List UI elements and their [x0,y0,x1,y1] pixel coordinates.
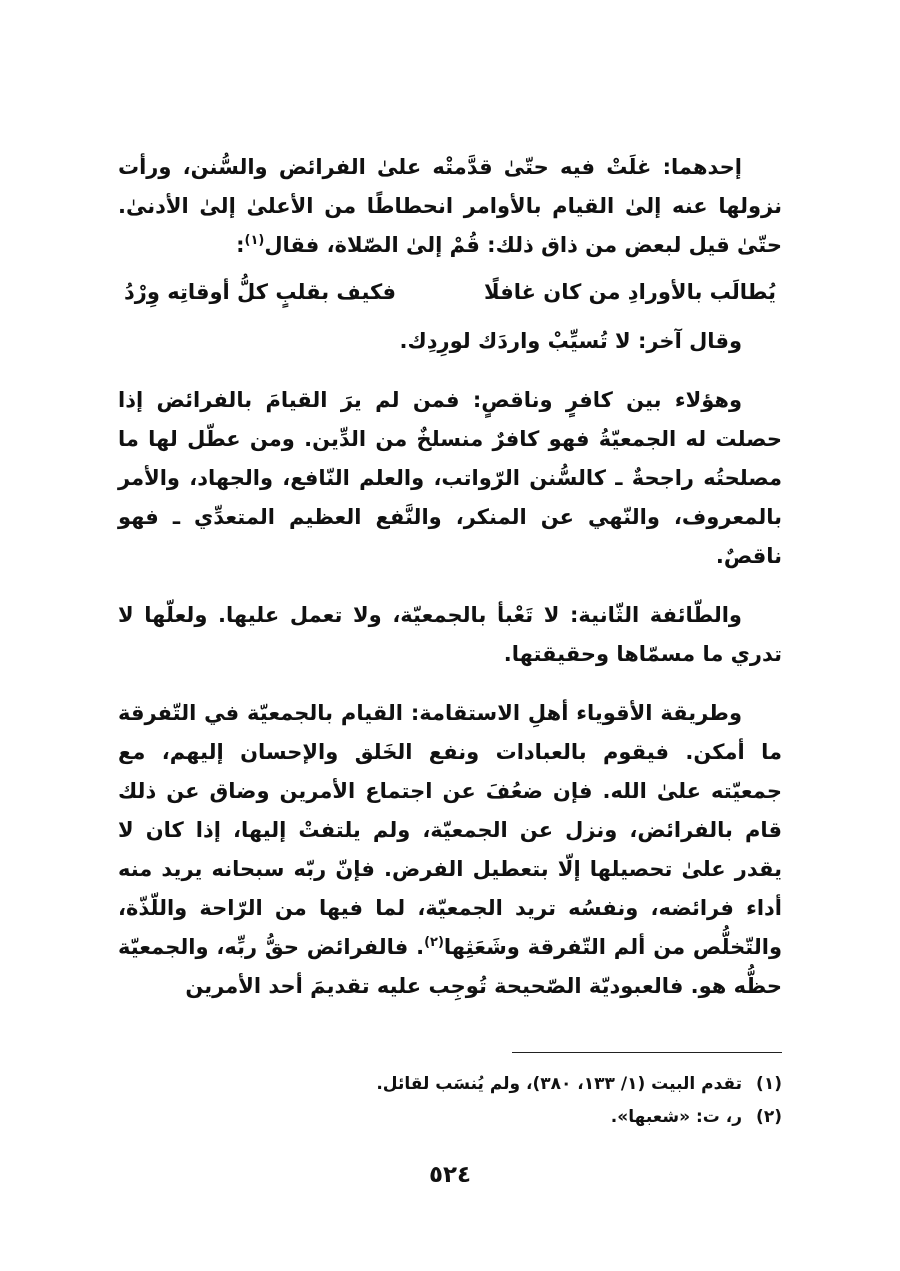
poem-first-hemistich: يُطالَب بالأورادِ من كان غافلًا [484,280,776,304]
paragraph-1-end: : [236,233,245,257]
footnote-1-text: تقدم البيت (١/ ١٣٣، ٣٨٠)، ولم يُنسَب لقائل. [376,1074,743,1094]
paragraph-5 [118,694,782,1006]
paragraph-5-text-a: وطريقة الأقوياء أهلِ الاستقامة: القيام بالجمعيّة في التّفرقة ما أمكن. فيقوم بالعبادات ونفع الخَلق والإحسان إليهم، مع جمعيّته علىٰ الله. فإن ضعُفَ عن اجتماع الأمرين وضاق عن ذلك قام بالفرائض، ونزل عن الجمعيّة، ولم يلتفتْ إليها، إذا كان لا يقدر علىٰ تحصيلها إلّا بتعطيل الفرض. فإنّ ربّه سبحانه يريد منه أداء فرائضه، ونفسُه تريد الجمعيّة، لما فيها من الرّاحة واللّذّة، والتّخلُّص من ألم التّفرقة وشَعَثِها [118,701,782,959]
main-text [118,148,782,1026]
footnote-2 [118,1101,782,1134]
footnote-2-number: (٢) [756,1107,782,1127]
paragraph-1 [118,148,782,265]
footnote-1-number: (١) [756,1074,782,1094]
paragraph-2: وقال آخر: لا تُسيِّبْ واردَك لورِدِك. [399,329,742,353]
paragraph-1-text: إحدهما: غلَتْ فيه حتّىٰ قدَّمتْه علىٰ الفرائض والسُّنن، ورأت نزولها عنه إلىٰ القيام بالأوامر انحطاطًا من الأعلىٰ إلىٰ الأدنىٰ. حتّىٰ قيل لبعض من ذاق ذلك: قُمْ إلىٰ الصّلاة، فقال [118,155,782,257]
footnote-1 [118,1068,782,1101]
footnote-ref-1: (١) [244,233,265,248]
footnotes [118,1068,782,1134]
paragraph-4: والطّائفة الثّانية: لا تَعْبأ بالجمعيّة، ولا تعمل عليها. ولعلّها لا تدري ما مسمّاها وحقيقتها. [118,603,782,666]
footnote-ref-2: (٢) [424,935,444,950]
paragraph-5-text-b: . فالفرائض حقُّ ربِّه، والجمعيّة حظُّه هو. فالعبوديّة الصّحيحة تُوجِب عليه تقديمَ أحد الأمرين [118,935,782,998]
poem-second-hemistich: فكيف بقلبٍ كلُّ أوقاتِه وِرْدُ [124,280,396,304]
page-number: ٥٢٤ [428,1162,472,1188]
footnote-divider [512,1052,782,1053]
paragraph-3: وهؤلاء بين كافرٍ وناقصٍ: فمن لم يرَ القيامَ بالفرائض إذا حصلت له الجمعيّةُ فهو كافرٌ منسلخٌ من الدِّين. ومن عطّل لها ما مصلحتُه راجحةٌ ـ كالسُّنن الرّواتب، والعلم النّافع، والجهاد، والأمر بالمعروف، والنّهي عن المنكر، والنَّفع العظيم المتعدِّي ـ فهو ناقصٌ. [118,388,782,568]
footnote-2-text: ر، ت: «شعبها». [610,1107,743,1127]
poem-verse [118,273,782,312]
